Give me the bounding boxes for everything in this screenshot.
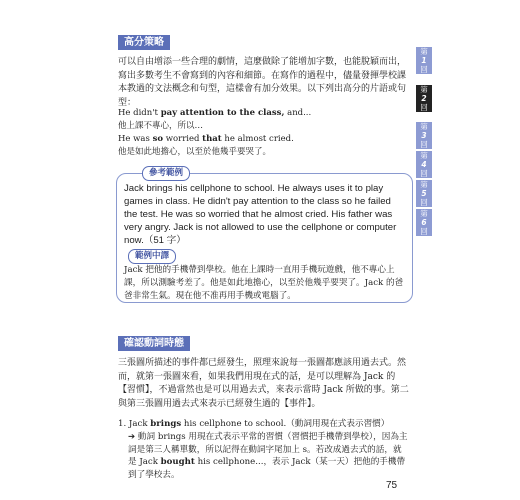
tab-label: 回 [420, 169, 428, 178]
chapter-tab-2[interactable] [416, 85, 432, 112]
tab-label: 第 [420, 47, 428, 56]
example-text: and... [284, 108, 312, 118]
example-line-4: 他是如此地擔心，以至於他幾乎要哭了。 [118, 147, 272, 157]
tab-label: 第 [420, 122, 428, 131]
example-text: He was [118, 134, 153, 144]
example-text: He didn't [118, 108, 161, 118]
section-heading-strategy: 高分策略 [118, 35, 170, 50]
example-bold: pay attention to the class, [160, 108, 285, 118]
tab-label: 回 [420, 227, 428, 236]
tab-label: 第 [420, 151, 428, 160]
section-heading-verb-tense: 確認動詞時態 [118, 336, 190, 351]
tab-number: 4 [421, 160, 427, 169]
verb-tense-paragraph: 三張圖所描述的事件都已經發生，照理來說每一張圖都應該用過去式。然而，就第一張圖來看，如果我們用現在式的話，是可以理解為 Jack 的【習慣】，不過當然也是可以用過去式，來表示當時 Jack 所做的事。第二與第三張圖用過去式來表示已經發生過的【事件】。 [118, 358, 409, 409]
example-line-1 [118, 107, 311, 119]
chapter-tab-5[interactable] [416, 180, 432, 207]
tab-label: 回 [420, 103, 428, 112]
list-bold: bought [160, 457, 195, 467]
tab-label: 第 [420, 85, 428, 94]
tab-label: 第 [420, 209, 428, 218]
chapter-tab-6[interactable] [416, 209, 432, 236]
reference-english-text: Jack brings his cellphone to school. He always uses it to play games in class. He didn't pay attention to the class so he failed the test. He was so worried that he almost cried. His father was very angry. Jack is not allowed to use the cellphone or computer now.（51 字） [124, 183, 397, 246]
list-text: his cellphone...，表示 Jack（某一天）把他的手機帶到了學校去。 [128, 457, 406, 480]
list-text: his cellphone to school.（動詞用現在式表示習慣） [181, 419, 390, 429]
example-line-3 [118, 133, 294, 145]
tab-number: 1 [421, 56, 427, 65]
example-line-2: 他上課不專心，所以… [118, 121, 204, 131]
list-bold: brings [150, 419, 182, 429]
chapter-tab-1[interactable] [416, 47, 432, 74]
example-text: worried [163, 134, 203, 144]
translation-tag: 範例中譯 [128, 249, 176, 264]
tab-label: 回 [420, 198, 428, 207]
list-item-1 [118, 418, 410, 431]
chapter-tab-3[interactable] [416, 122, 432, 149]
example-bold: so [152, 134, 164, 144]
example-bold: that [202, 134, 222, 144]
tab-label: 回 [420, 140, 428, 149]
example-text: he almost cried. [221, 134, 294, 144]
tab-label: 回 [420, 65, 428, 74]
list-text: ➔ 動詞 brings 用現在式表示平常的習慣（習慣把手機帶到學校），因為主詞是第三人稱單數，所以記得在動詞字尾加上 s。若改成過去式的話，就是 Jack [128, 432, 408, 467]
chapter-tab-4[interactable] [416, 151, 432, 178]
tab-number: 3 [421, 131, 427, 140]
reference-chinese-text: Jack 把他的手機帶到學校。他在上課時一直用手機玩遊戲，他不專心上課，所以測驗考差了。他是如此地擔心，以至於他幾乎要哭了。Jack 的爸爸非常生氣。現在他不准再用手機或電腦了。 [124, 265, 404, 301]
reference-example-tag: 參考範例 [142, 166, 190, 181]
strategy-paragraph: 可以自由增添一些合理的劇情，這麼做除了能增加字數，也能脫穎而出，寫出多數考生不會寫到的內容和細節。在寫作的過程中，儘量發揮學校課本教過的文法概念和句型，這樣會有加分效果。以下列出高分的片語或句型： [118, 57, 407, 108]
list-text: 1. Jack [118, 419, 151, 429]
tab-number: 5 [421, 189, 427, 198]
tab-number: 2 [421, 94, 427, 103]
list-item-1-explanation [128, 431, 410, 481]
tab-label: 第 [420, 180, 428, 189]
page-number: 75 [386, 480, 398, 491]
tab-number: 6 [421, 218, 427, 227]
